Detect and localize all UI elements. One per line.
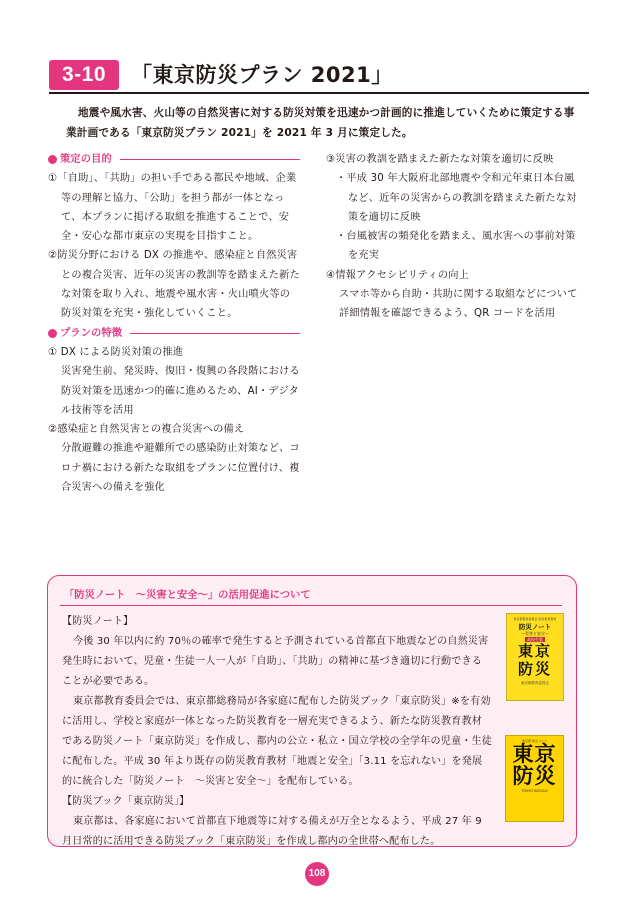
page-title: 「東京防災プラン 2021」: [131, 63, 393, 87]
purpose-item-2: ②防災分野における DX の推進や、感染症と自然災害との複合災害、近年の災害の教訓等を踏まえた新たな対策を取り入れ、地震や風水害・火山噴火等の防災対策を充実・強化していくこと。: [48, 250, 300, 320]
features-heading: [48, 324, 300, 343]
purpose-heading-label: 策定の目的: [60, 154, 112, 165]
cover-note-edition: 高校生版: [527, 637, 543, 642]
cover-note-word-bousai: 防災: [517, 660, 552, 678]
feature-3-bullet-2: ・台風被害の頻発化を踏まえ、風水害への事前対策を充実: [336, 231, 576, 262]
right-column: [326, 150, 581, 324]
cover-book-publisher: TOKYO BOUSAI: [521, 789, 548, 793]
page-number-badge: 108: [305, 862, 329, 886]
bullet-dot-icon: [48, 329, 57, 338]
feature-1-title: ① DX による防災対策の推進: [48, 346, 184, 358]
purpose-heading: [48, 150, 300, 169]
bullet-dot-icon: [48, 155, 57, 164]
cover-note-title: 防災ノート: [518, 623, 552, 631]
book-paragraph: 東京都は、各家庭において首都直下地震等に対する備えが万全となるよう、平成 27 年 9 月日常的に活用できる防災ブック「東京防災」を作成し都内の全世帯へ配布した。: [62, 816, 482, 847]
section-number-badge: 3-10: [49, 60, 119, 90]
info-box-rule: [60, 605, 562, 606]
left-column: [48, 150, 300, 497]
purpose-item-1: ①「自助」、「共助」の担い手である都民や地域、企業等の理解と協力、「公助」を担う都が一体となって、本プランに掲げる取組を推進することで、安全・安心な都市東京の実現を目指すこと。: [48, 173, 297, 243]
cover-note-publisher: 東京都教育委員会: [521, 681, 549, 685]
cover-book-word-bousai: 防災: [512, 764, 557, 788]
note-label: 【防災ノート】: [62, 616, 134, 627]
feature-1-body: 災害発生前、発災時、復旧・復興の各段階における防災対策を迅速かつ的確に進めるため、AI・デジタル技術等を活用: [61, 366, 300, 416]
bousai-note-cover-image: [506, 613, 564, 701]
note-paragraph-1: 今後 30 年以内に約 70％の確率で発生すると予測されている首都直下地震などの自然災害発生時において、児童・生徒一人一人が「自助」、「共助」の精神に基づき適切に行動できることが必要である。: [62, 636, 489, 687]
cover-book-word-tokyo: 東京: [512, 742, 557, 766]
book-label: 【防災ブック「東京防災」】: [62, 796, 190, 807]
cover-note-word-tokyo: 東京: [517, 642, 552, 660]
feature-4-body: スマホ等から自助・共助に関する取組などについて詳細情報を確認できるよう、QR コードを活用: [339, 289, 578, 320]
tokyo-bousai-book-cover-image: [505, 735, 564, 822]
feature-2-title: ②感染症と自然災害との複合災害への備え: [48, 424, 245, 436]
info-box-title: 「防災ノート ～災害と安全～」の活用促進について: [64, 589, 311, 601]
heading-rule: [120, 159, 300, 160]
features-heading-label: プランの特徴: [60, 327, 123, 339]
cover-book-top-text: 東京都 防災ブック: [522, 739, 547, 743]
cover-note-subtitle: ～災害と安全～: [521, 631, 549, 636]
title-underline: [49, 92, 589, 94]
note-paragraph-2: 東京都教育委員会では、東京都総務局が各家庭に配布した防災ブック「東京防災」※を有効に活用し、学校と家庭が一体となった防災教育を一層充実できるよう、新たな防災教育教材である防災ノート「東京防災」を作成し、都内の公立・私立・国立学校の全学年の児童・生徒に配布した。平成 30 年より既存の防災教育教材「地震と安全」「3.11 を忘れない」を発展的に統合した「防災ノート ～災害と安全～」を配布している。: [62, 696, 492, 787]
intro-paragraph: 地震や風水害、火山等の自然災害に対する防災対策を迅速かつ計画的に推進していくために策定する事業計画である「東京防災プラン 2021」を 2021 年 3 月に策定した。: [66, 107, 575, 139]
info-box-body: [62, 612, 492, 852]
feature-3-title: ③災害の教訓を踏まえた新たな対策を適切に反映: [326, 154, 554, 165]
feature-3-bullet-1: ・平成 30 年大阪府北部地震や令和元年東日本台風など、近年の災害からの教訓を踏まえた新たな対策を適切に反映: [336, 173, 577, 223]
feature-4-title: ④情報アクセシビリティの向上: [326, 269, 470, 281]
heading-rule: [130, 333, 300, 334]
cover-note-top-text: 東京都教育委員会 防災教育教材: [513, 617, 557, 621]
feature-2-body: 分散避難の推進や避難所での感染防止対策など、コロナ禍における新たな取組をプランに位置付け、複合災害への備えを強化: [61, 443, 300, 494]
